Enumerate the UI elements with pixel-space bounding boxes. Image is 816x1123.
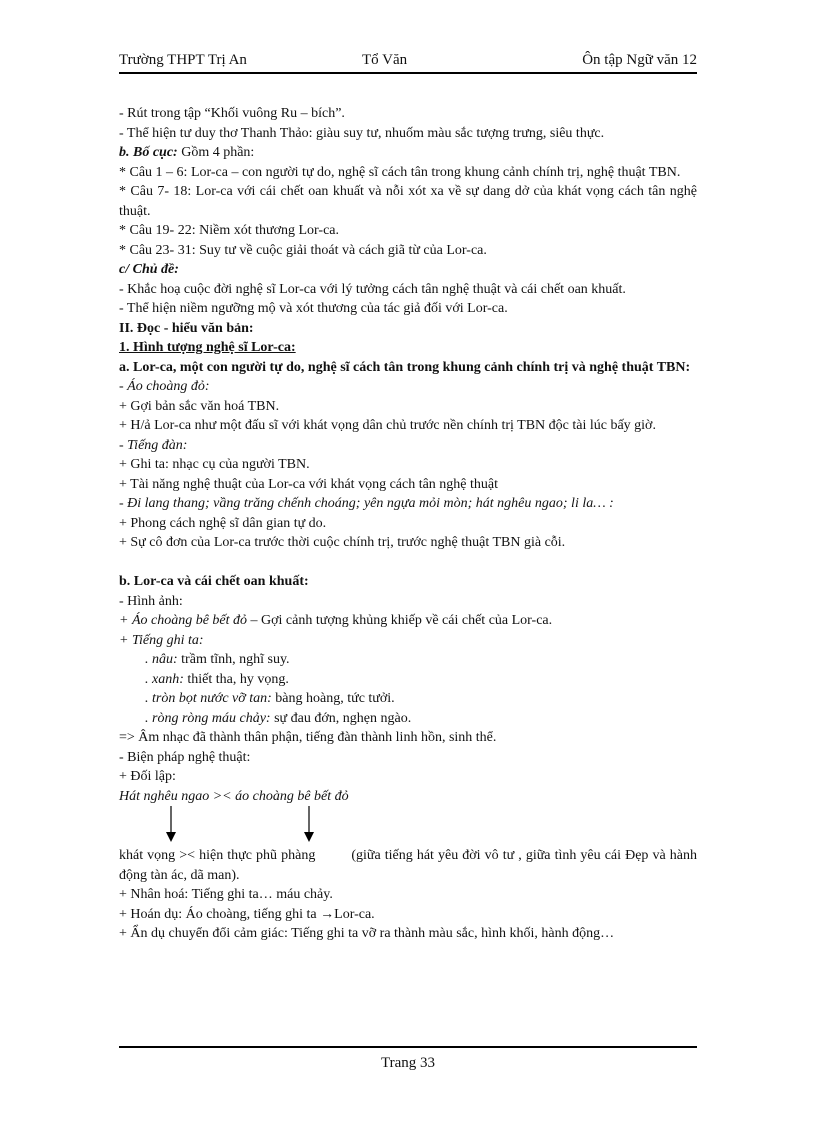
text-line: * Câu 23- 31: Suy tư về cuộc giải thoát và cách giã từ của Lor-ca. xyxy=(119,242,487,258)
header-department: Tổ Văn xyxy=(362,52,408,68)
color-meaning: sự đau đớn, nghẹn ngào. xyxy=(270,710,412,726)
text-line: + Nhân hoá: Tiếng ghi ta… máu chảy. xyxy=(119,887,333,902)
subsection-heading: b. Lor-ca và cái chết oan khuất: xyxy=(119,574,309,589)
contrast-result: khát vọng >< hiện thực phũ phàng xyxy=(119,848,316,863)
text-line: - Biện pháp nghệ thuật: xyxy=(119,749,251,765)
text-line: + Đối lập: xyxy=(119,769,176,784)
image-phrase: + Áo choàng bê bết đỏ xyxy=(119,613,248,628)
text-line xyxy=(119,846,697,885)
subsection-heading: a. Lor-ca, một con người tự do, nghệ sĩ cách tân trong khung cảnh chính trị và nghệ thuật TBN: xyxy=(119,359,691,375)
text-line: + Ghi ta: nhạc cụ của người TBN. xyxy=(119,457,310,472)
header-subject: Ôn tập Ngữ văn 12 xyxy=(582,52,697,68)
color-term: . tròn bọt nước vỡ tan: xyxy=(145,691,272,706)
text-line: - Áo choàng đỏ: xyxy=(119,379,210,394)
text-line xyxy=(119,709,697,729)
text-line: + Ẩn dụ chuyển đổi cảm giác: Tiếng ghi ta vỡ ra thành màu sắc, hình khối, hành động… xyxy=(119,926,615,941)
color-meaning: bàng hoàng, tức tưởi. xyxy=(271,691,395,706)
text-line: + Tài năng nghệ thuật của Lor-ca với khát vọng cách tân nghệ thuật xyxy=(119,476,499,492)
text-line: - Khắc hoạ cuộc đời nghệ sĩ Lor-ca với lý tưởng cách tân nghệ thuật và cái chết oan khuất. xyxy=(119,281,626,297)
color-term: . xanh: xyxy=(145,671,184,687)
down-arrow-icon xyxy=(166,832,176,842)
structure-heading xyxy=(119,143,697,163)
structure-text: Gồm 4 phần: xyxy=(177,145,255,160)
text-line: * Câu 19- 22: Niềm xót thương Lor-ca. xyxy=(119,223,340,238)
text-line: + Tiếng ghi ta: xyxy=(119,632,204,648)
document-body xyxy=(119,104,697,944)
color-term: . nâu: xyxy=(145,652,178,667)
structure-label: b. Bố cục: xyxy=(119,145,178,160)
spacer xyxy=(119,553,697,573)
text-line: => Âm nhạc đã thành thân phận, tiếng đàn thành linh hồn, sinh thể. xyxy=(119,730,497,745)
text-line: - Rút trong tập “Khối vuông Ru – bích”. xyxy=(119,106,345,121)
arrow-row xyxy=(119,806,697,846)
image-explanation: – Gợi cảnh tượng khủng khiếp về cái chết của Lor-ca. xyxy=(247,613,553,628)
theme-heading: c/ Chủ đề: xyxy=(119,262,179,277)
text-line: - Hình ảnh: xyxy=(119,593,183,609)
contrast-line: Hát nghêu ngao >< áo choàng bê bết đỏ xyxy=(119,788,349,804)
text-line xyxy=(119,670,697,690)
right-arrow-icon: → xyxy=(320,906,335,922)
page-header xyxy=(119,52,697,74)
text-line: - Đi lang thang; vầng trăng chếnh choáng; yên ngựa mỏi mòn; hát nghêu ngao; li la… : xyxy=(119,496,614,511)
text-line: * Câu 7- 18: Lor-ca với cái chết oan khuất và nỗi xót xa về sự dang dở của khát vọng cách tân nghệ thuật. xyxy=(119,184,697,219)
text-line xyxy=(119,611,697,631)
text-line: - Thể hiện niềm ngưỡng mộ và xót thương của tác giả đối với Lor-ca. xyxy=(119,301,508,316)
text-line: + Sự cô đơn của Lor-ca trước thời cuộc chính trị, trước nghệ thuật TBN già cỗi. xyxy=(119,535,566,550)
page-number: Trang 33 xyxy=(380,1055,436,1071)
text-line: + Phong cách nghệ sĩ dân gian tự do. xyxy=(119,515,327,531)
text-line: - Thể hiện tư duy thơ Thanh Thảo: giàu suy tư, nhuốm màu sắc tượng trưng, siêu thực. xyxy=(119,125,605,141)
subsection-heading: 1. Hình tượng nghệ sĩ Lor-ca: xyxy=(119,340,296,355)
text-line xyxy=(119,650,697,670)
contrast-explanation: (giữa tiếng hát yêu đời vô tư , giữa tình yêu cái Đẹp và hành động tàn ác, dã man). xyxy=(119,848,697,883)
text-line: * Câu 1 – 6: Lor-ca – con người tự do, nghệ sĩ cách tân trong khung cảnh chính trị, nghệ thuật TBN. xyxy=(119,164,681,180)
page-footer xyxy=(119,1046,697,1072)
color-term: . ròng ròng máu chảy: xyxy=(145,710,271,726)
down-arrow-icon xyxy=(304,832,314,842)
text-line: - Tiếng đàn: xyxy=(119,437,188,453)
section-heading: II. Đọc - hiểu văn bản: xyxy=(119,320,254,336)
text-line: + Hoán dụ: Áo choàng, tiếng ghi ta →Lor-ca. xyxy=(119,906,375,922)
text-line xyxy=(119,689,697,709)
header-school: Trường THPT Trị An xyxy=(119,52,247,68)
color-meaning: trầm tĩnh, nghĩ suy. xyxy=(177,652,290,667)
text-line: + Gợi bản sắc văn hoá TBN. xyxy=(119,398,280,414)
text-line: + H/ả Lor-ca như một đấu sĩ với khát vọng dân chủ trước nền chính trị TBN độc tài lúc bấy giờ. xyxy=(119,418,656,433)
down-arrows-graphic xyxy=(119,806,697,846)
color-meaning: thiết tha, hy vọng. xyxy=(183,671,289,687)
